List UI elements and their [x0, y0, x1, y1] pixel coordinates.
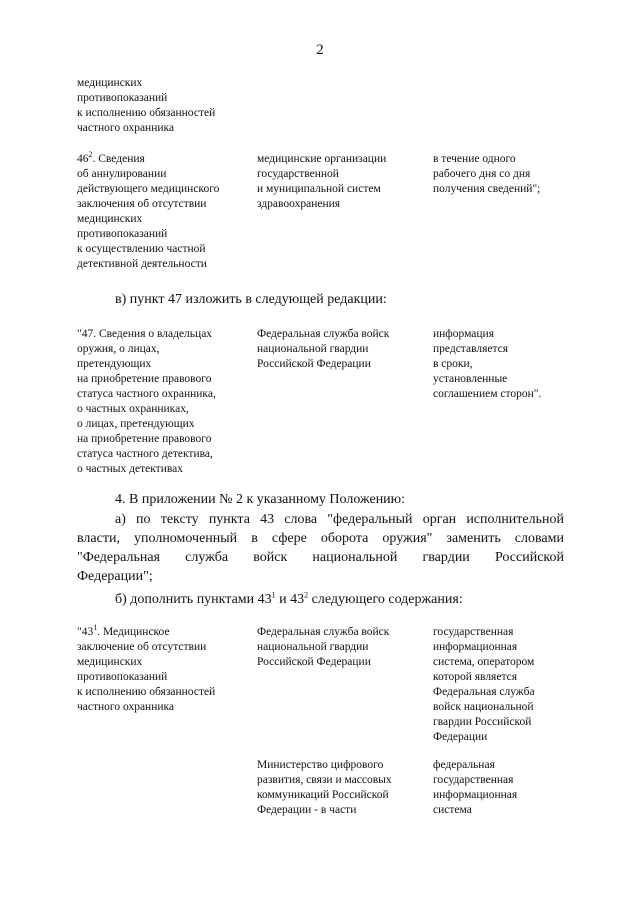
- item-number: "43: [77, 626, 94, 638]
- paragraph-a-line-4: Федерации";: [77, 569, 153, 584]
- paragraph-a-line-1: а) по тексту пункта 43 слова "федеральный орган исполнительной: [115, 512, 564, 527]
- table-1-row-46-2-col1: [77, 152, 247, 272]
- paragraph-a-line-3: "Федеральная служба войск национальной гвардии Российской: [77, 550, 564, 565]
- table-2-row-47-col3: информация представляется в сроки, установленные соглашением сторон".: [433, 328, 542, 400]
- paragraph-b-middle: и 43: [275, 592, 305, 607]
- paragraph-v: в) пункт 47 изложить в следующей редакции:: [115, 292, 387, 307]
- paragraph-a: [77, 510, 564, 586]
- paragraph-b-before: б) дополнить пунктами 43: [115, 592, 272, 607]
- item-text: . Медицинское заключение об отсутствии медицинских противопоказаний к исполнению обязанностей частного охранника: [77, 626, 216, 713]
- table-1-row-continued-col1: медицинских противопоказаний к исполнению обязанностей частного охранника: [77, 77, 216, 134]
- table-3-row-43-1-col3: государственная информационная система, оператором которой является Федеральная служба войск национальной гвардии Российской Федерации: [433, 626, 535, 743]
- item-superscript: 1: [93, 623, 98, 633]
- table-2-row-47-col1: "47. Сведения о владельцах оружия, о лицах, претендующих на приобретение правового статуса частного охранника, о частных охранниках, о лицах, претендующих на приобретение правового статуса частного детектива, о частных детективах: [77, 328, 216, 475]
- item-superscript: 2: [88, 150, 93, 160]
- page-number: 2: [316, 42, 324, 58]
- paragraph-b-after: следующего содержания:: [308, 592, 463, 607]
- table-3-row-ministry-col3: федеральная государственная информационная система: [433, 759, 518, 816]
- paragraph-b-sup1: 1: [271, 590, 276, 600]
- paragraph-b: [115, 590, 575, 609]
- table-3-row-43-1-col2: Федеральная служба войск национальной гвардии Российской Федерации: [257, 626, 390, 668]
- item-text: . Сведения об аннулировании действующего медицинского заключения об отсутствии медицинских противопоказаний к осуществлению частной детективной деятельности: [77, 153, 220, 270]
- paragraph-a-line-2: власти, уполномоченный в сфере оборота оружия" заменить словами: [77, 531, 564, 546]
- table-1-row-46-2-col3: в течение одного рабочего дня со дня получения сведений";: [433, 153, 541, 195]
- paragraph-4: 4. В приложении № 2 к указанному Положению:: [115, 492, 406, 507]
- item-number: 46: [77, 153, 89, 165]
- table-2-row-47-col2: Федеральная служба войск национальной гвардии Российской Федерации: [257, 328, 390, 370]
- table-3-row-ministry-col2: Министерство цифрового развития, связи и массовых коммуникаций Российской Федерации - в части: [257, 759, 392, 816]
- table-1-row-46-2-col2: медицинские организации государственной и муниципальной систем здравоохранения: [257, 153, 387, 210]
- table-3-row-43-1-col1: [77, 625, 247, 715]
- paragraph-b-sup2: 2: [304, 590, 309, 600]
